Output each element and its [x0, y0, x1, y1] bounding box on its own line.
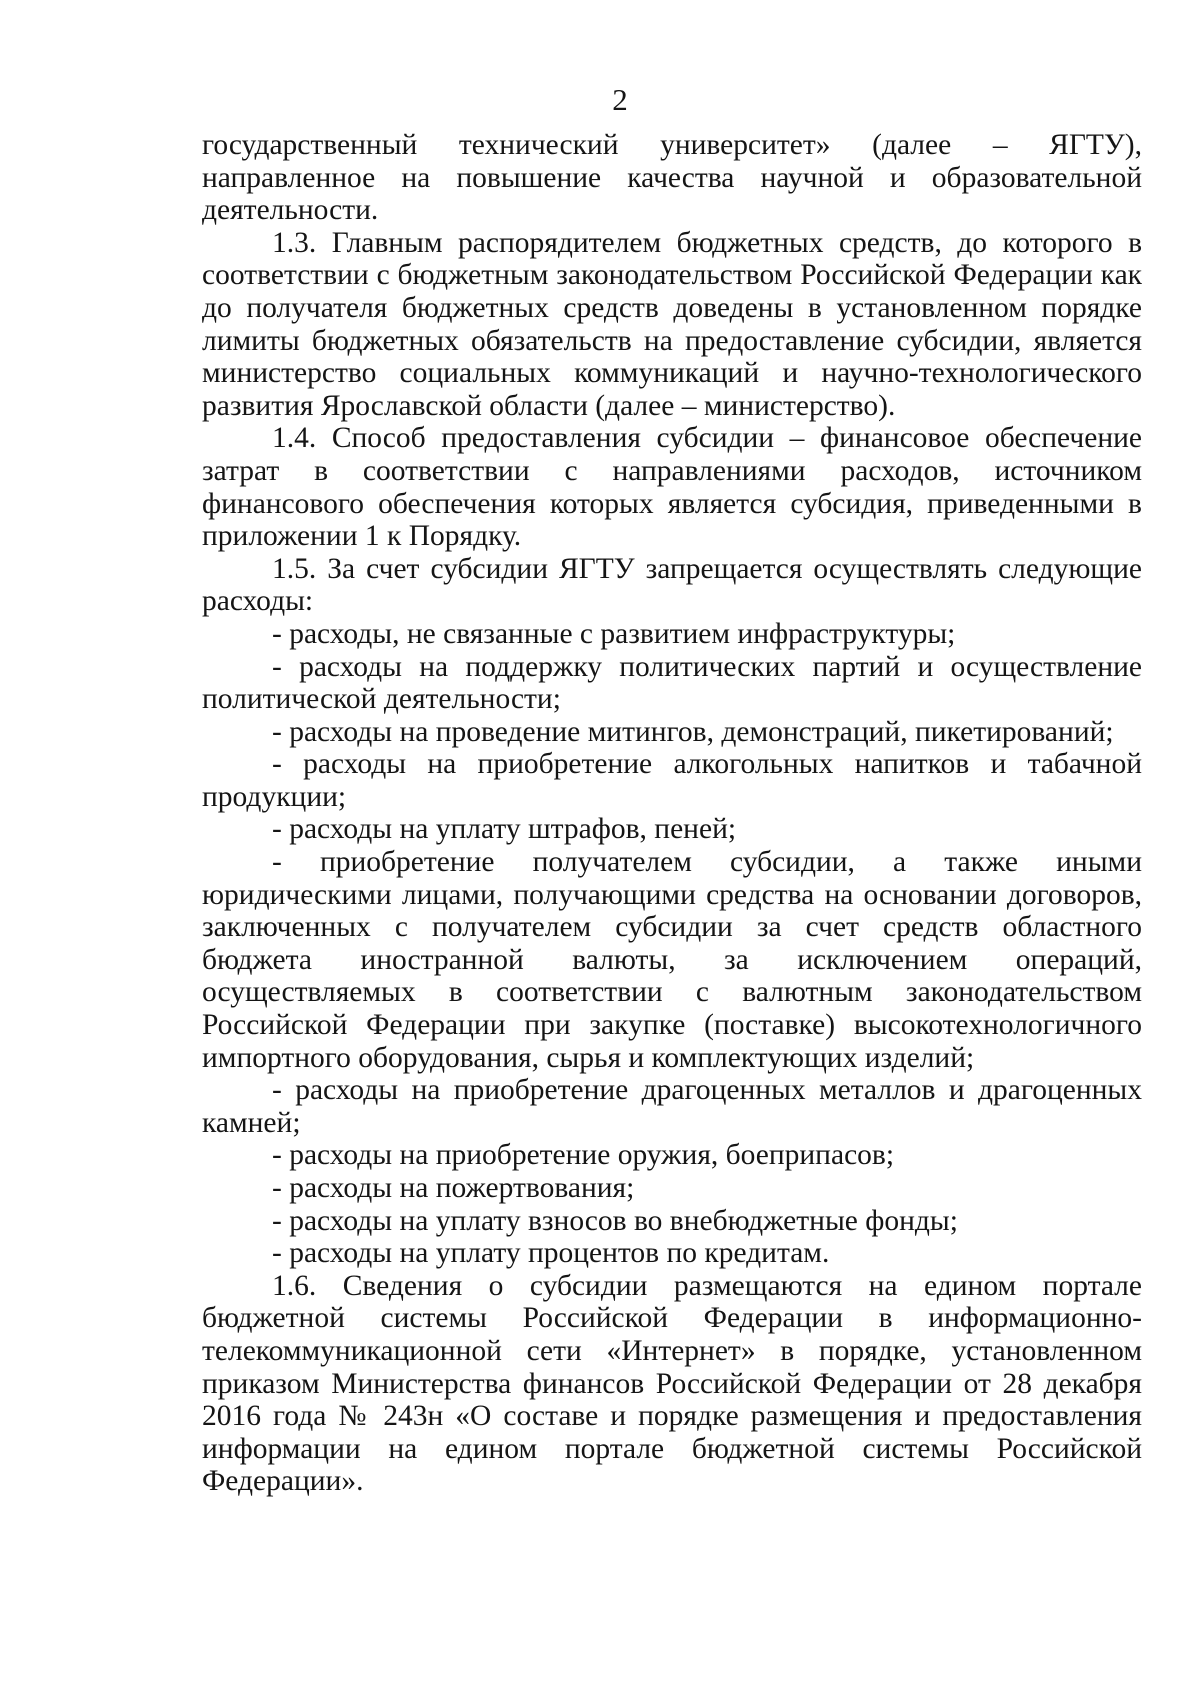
paragraph-1-5: 1.5. За счет субсидии ЯГТУ запрещается осуществлять следующие расходы: — [202, 552, 1142, 618]
list-item: - расходы на поддержку политических партий и осуществление политической деятельности; — [202, 650, 1142, 716]
list-item: - расходы на уплату процентов по кредитам. — [272, 1237, 830, 1270]
list-item: - расходы на уплату штрафов, пеней; — [272, 813, 737, 846]
list-item: - расходы, не связанные с развитием инфраструктуры; — [272, 617, 956, 650]
paragraph-continuation: государственный технический университет» (далее – ЯГТУ), направленное на повышение качества научной и образовательной деятельности. — [202, 129, 1142, 227]
document-body — [202, 129, 1142, 1498]
list-item: - расходы на приобретение оружия, боеприпасов; — [272, 1139, 895, 1172]
list-item: - расходы на проведение митингов, демонстраций, пикетирований; — [272, 715, 1114, 748]
list-item: - расходы на уплату взносов во внебюджетные фонды; — [272, 1204, 958, 1237]
paragraph-1-3: 1.3. Главным распорядителем бюджетных средств, до которого в соответствии с бюджетным законодательством Российской Федерации как до получателя бюджетных средств доведены в установленном порядке лимиты бюджетных обязательств на предоставление субсидии, является министерство социальных коммуникаций и научно-технологического развития Ярославской области (далее – министерство). — [202, 226, 1142, 422]
list-item: - расходы на пожертвования; — [272, 1172, 635, 1204]
list-item: - приобретение получателем субсидии, а также иными юридическими лицами, получающими средства на основании договоров, заключенных с получателем субсидии за счет средств областного бюджета иностранной валюты, за исключением операций, осуществляемых в соответствии с валютным законодательством Российской Федерации при закупке (поставке) высокотехнологичного импортного оборудования, сырья и комплектующих изделий; — [202, 846, 1142, 1074]
paragraph-1-6: 1.6. Сведения о субсидии размещаются на едином портале бюджетной системы Российской Федерации в информационно-телекоммуникационной сети «Интернет» в порядке, установленном приказом Министерства финансов Российской Федерации от 28 декабря 2016 года № 243н «О составе и порядке размещения и предоставления информации на едином портале бюджетной системы Российской Федерации». — [202, 1269, 1142, 1498]
list-item: - расходы на приобретение алкогольных напитков и табачной продукции; — [202, 748, 1142, 813]
list-item: - расходы на приобретение драгоценных металлов и драгоценных камней; — [202, 1074, 1142, 1139]
paragraph-1-4: 1.4. Способ предоставления субсидии – финансовое обеспечение затрат в соответствии с направлениями расходов, источником финансового обеспечения которых является субсидия, приведенными в приложении 1 к Порядку. — [202, 422, 1142, 553]
page-number: 2 — [612, 82, 628, 117]
